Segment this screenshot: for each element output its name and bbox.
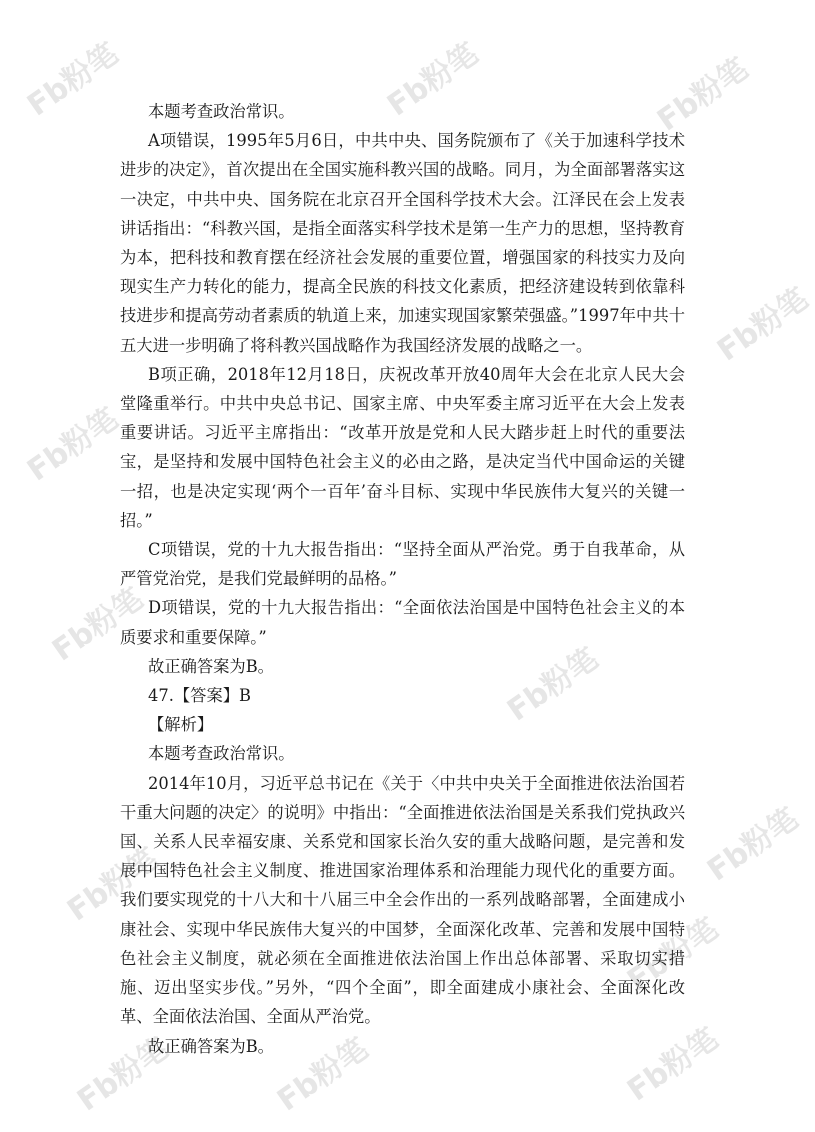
watermark-logo: Fb粉笔: [621, 1021, 725, 1109]
paragraph-explanation: 2014年10月，习近平总书记在《关于〈中共中央关于全面推进依法治国若干重大问题的决定〉的说明》中指出：“全面推进依法治国是关系我们党执政兴国、关系人民幸福安康、关系党和国家长治久安的重大战略问题，是完善和发展中国特色社会主义制度、推进国家治理体系和治理能力现代化的重要方面。我们要实现党的十八大和十八届三中全会作出的一系列战略部署，全面建成小康社会、实现中华民族伟大复兴的中国梦，全面深化改革、完善和发展中国特色社会主义制度，就必须在全面推进依法治国上作出总体部署、采取切实措施、迈出坚实步伐。”另外，“四个全面”，即全面建成小康社会、全面深化改革、全面依法治国、全面从严治党。: [120, 773, 685, 1027]
paragraph-option-a: A项错误，1995年5月6日，中共中央、国务院颁布了《关于加速科学技术进步的决定》，首次提出在全国实施科教兴国的战略。同月，为全面部署落实这一决定，中共中央、国务院在北京召开全国科学技术大会。江泽民在会上发表讲话指出：“科教兴国，是指全面落实科学技术是第一生产力的思想，坚持教育为本，把科技和教育摆在经济社会发展的重要位置，增强国家的科技实力及向现实生产力转化的能力，提高全民族的科技文化素质，把经济建设转到依靠科技进步和提高劳动者素质的轨道上来，加速实现国家繁荣强盛。”1997年中共十五大进一步明确了将科教兴国战略作为我国经济发展的战略之一。: [120, 131, 685, 355]
watermark-logo: Fb粉笔: [71, 1031, 175, 1119]
watermark-logo: Fb粉笔: [711, 281, 815, 369]
paragraph-option-c: C项错误，党的十九大报告指出：“坚持全面从严治党。勇于自我革命，从严管党治党，是我们党最鲜明的品格。”: [120, 540, 685, 589]
paragraph-option-b: B项正确，2018年12月18日，庆祝改革开放40周年大会在北京人民大会堂隆重举行。中共中央总书记、国家主席、中央军委主席习近平在大会上发表重要讲话。习近平主席指出：“改革开放是党和人民大踏步赶上时代的重要法宝，是坚持和发展中国特色社会主义的必由之路，是决定当代中国命运的关键一招，也是决定实现‘两个一百年’奋斗目标、实现中华民族伟大复兴的关键一招。”: [120, 364, 685, 530]
question-answer-heading: 47.【答案】B: [148, 686, 251, 706]
watermark-logo: Fb粉笔: [61, 841, 165, 929]
watermark-logo: Fb粉笔: [621, 911, 725, 999]
watermark-logo: Fb粉笔: [271, 1031, 375, 1119]
document-body: [120, 97, 685, 1061]
watermark-logo: Fb粉笔: [701, 801, 805, 889]
watermark-logo: Fb粉笔: [381, 36, 485, 124]
paragraph-answer: 故正确答案为B。: [148, 656, 274, 676]
analysis-heading: 【解析】: [148, 715, 214, 735]
paragraph-answer: 故正确答案为B。: [148, 1036, 274, 1056]
watermark-logo: Fb粉笔: [21, 401, 125, 489]
watermark-logo: Fb粉笔: [46, 581, 150, 669]
watermark-logo: Fb粉笔: [651, 51, 755, 139]
paragraph-topic: 本题考查政治常识。: [148, 102, 295, 121]
watermark-logo: Fb粉笔: [501, 641, 605, 729]
paragraph-option-d: D项错误，党的十九大报告指出：“全面依法治国是中国特色社会主义的本质要求和重要保障。”: [120, 598, 685, 647]
paragraph-topic: 本题考查政治常识。: [148, 744, 295, 764]
watermark-logo: Fb粉笔: [21, 36, 125, 124]
